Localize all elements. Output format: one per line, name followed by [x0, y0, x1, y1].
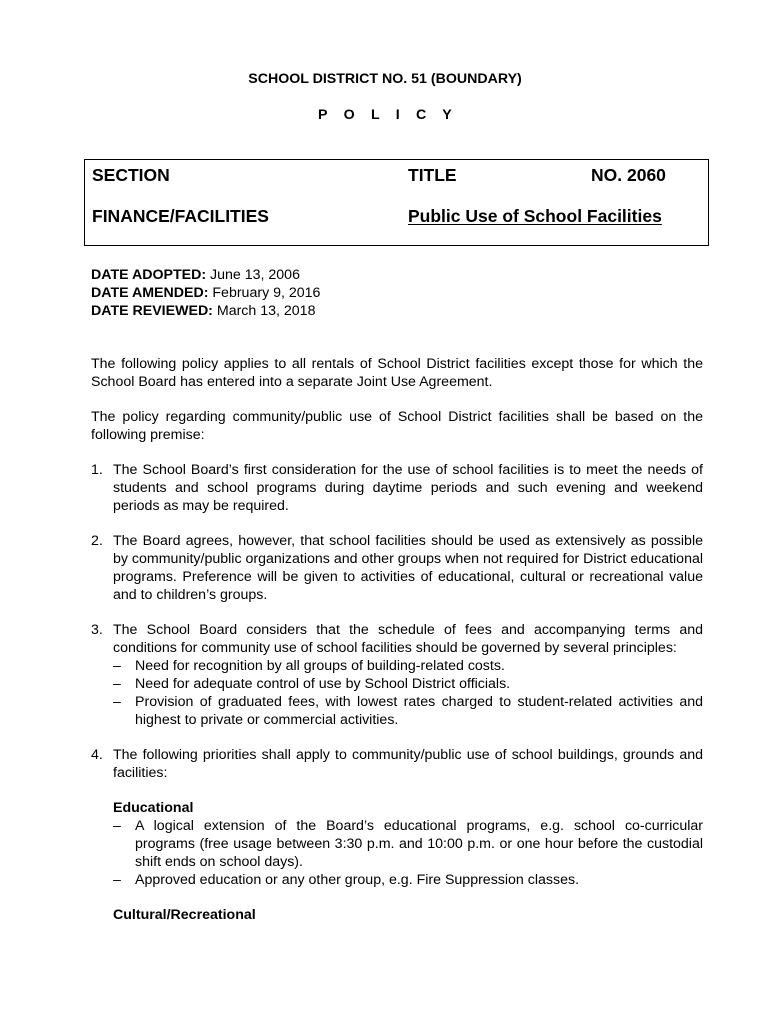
- date-amended-label: DATE AMENDED:: [91, 285, 209, 301]
- title-label: TITLE: [408, 165, 457, 185]
- list-item: [91, 461, 703, 515]
- dash-marker: –: [113, 658, 121, 674]
- date-amended-value: February 9, 2016: [212, 285, 321, 301]
- item-text: The following priorities shall apply to community/public use of school buildings, grounds and facilities:: [113, 747, 703, 781]
- intro-paragraph: The following policy applies to all rentals of School District facilities except those for which the School Board has entered into a separate Joint Use Agreement.: [91, 356, 703, 390]
- section-label: SECTION: [92, 165, 170, 185]
- item-text: The School Board considers that the schedule of fees and accompanying terms and conditions for community use of school facilities should be governed by several principles:: [113, 622, 703, 656]
- sub-bullet-text: Need for recognition by all groups of building-related costs.: [135, 658, 505, 674]
- policy-header-box: [84, 159, 709, 246]
- sub-bullet-text: Approved education or any other group, e.g. Fire Suppression classes.: [135, 872, 580, 888]
- date-reviewed-label: DATE REVIEWED:: [91, 303, 213, 319]
- sub-bullet: [113, 871, 703, 889]
- premise-paragraph: The policy regarding community/public use of School District facilities shall be based on the following premise:: [91, 409, 703, 443]
- date-adopted-label: DATE ADOPTED:: [91, 267, 207, 283]
- date-amended-row: [91, 284, 320, 302]
- item-number: 1.: [91, 462, 103, 478]
- item-number: 2.: [91, 533, 103, 549]
- date-adopted-row: [91, 266, 320, 284]
- item-text: The Board agrees, however, that school facilities should be used as extensively as possible by community/public organizations and other groups when not required for District educational programs. Preference will be given to activities of educational, cultural or recreational value and to children’s groups.: [113, 533, 703, 603]
- cultural-recreational-subheading: Cultural/Recreational: [113, 907, 256, 923]
- sub-bullet-text: Provision of graduated fees, with lowest rates charged to student-related activities and highest to private or commercial activities.: [135, 694, 703, 728]
- sub-bullet-text: A logical extension of the Board’s educational programs, e.g. school co-curricular programs (free usage between 3:30 p.m. and 10:00 p.m. or one hour before the custodial shift ends on school days).: [135, 818, 703, 870]
- date-reviewed-row: [91, 302, 320, 320]
- dash-marker: –: [113, 694, 121, 710]
- policy-title: Public Use of School Facilities: [408, 206, 662, 226]
- sub-bullet: [113, 693, 703, 729]
- dash-marker: –: [113, 676, 121, 692]
- sub-bullet: [113, 675, 703, 693]
- policy-number: NO. 2060: [591, 165, 666, 185]
- district-heading: SCHOOL DISTRICT NO. 51 (BOUNDARY): [248, 71, 522, 87]
- dash-marker: –: [113, 818, 121, 834]
- item-number: 3.: [91, 622, 103, 638]
- item-text: The School Board’s first consideration for the use of school facilities is to meet the needs of students and school programs during daytime periods and such evening and weekend periods as may be required.: [113, 462, 703, 514]
- section-value: FINANCE/FACILITIES: [92, 206, 269, 226]
- date-adopted-value: June 13, 2006: [210, 267, 300, 283]
- sub-bullet: [113, 817, 703, 871]
- list-item: [91, 746, 703, 924]
- sub-bullet-text: Need for adequate control of use by School District officials.: [135, 676, 511, 692]
- list-item: [91, 532, 703, 604]
- dash-marker: –: [113, 872, 121, 888]
- date-reviewed-value: March 13, 2018: [216, 303, 316, 319]
- sub-bullet: [113, 657, 703, 675]
- policy-body: [91, 355, 703, 941]
- policy-dates: [91, 266, 320, 320]
- policy-heading: P O L I C Y: [318, 107, 458, 123]
- list-item: [91, 621, 703, 729]
- item-number: 4.: [91, 747, 103, 763]
- educational-subheading: Educational: [113, 800, 194, 816]
